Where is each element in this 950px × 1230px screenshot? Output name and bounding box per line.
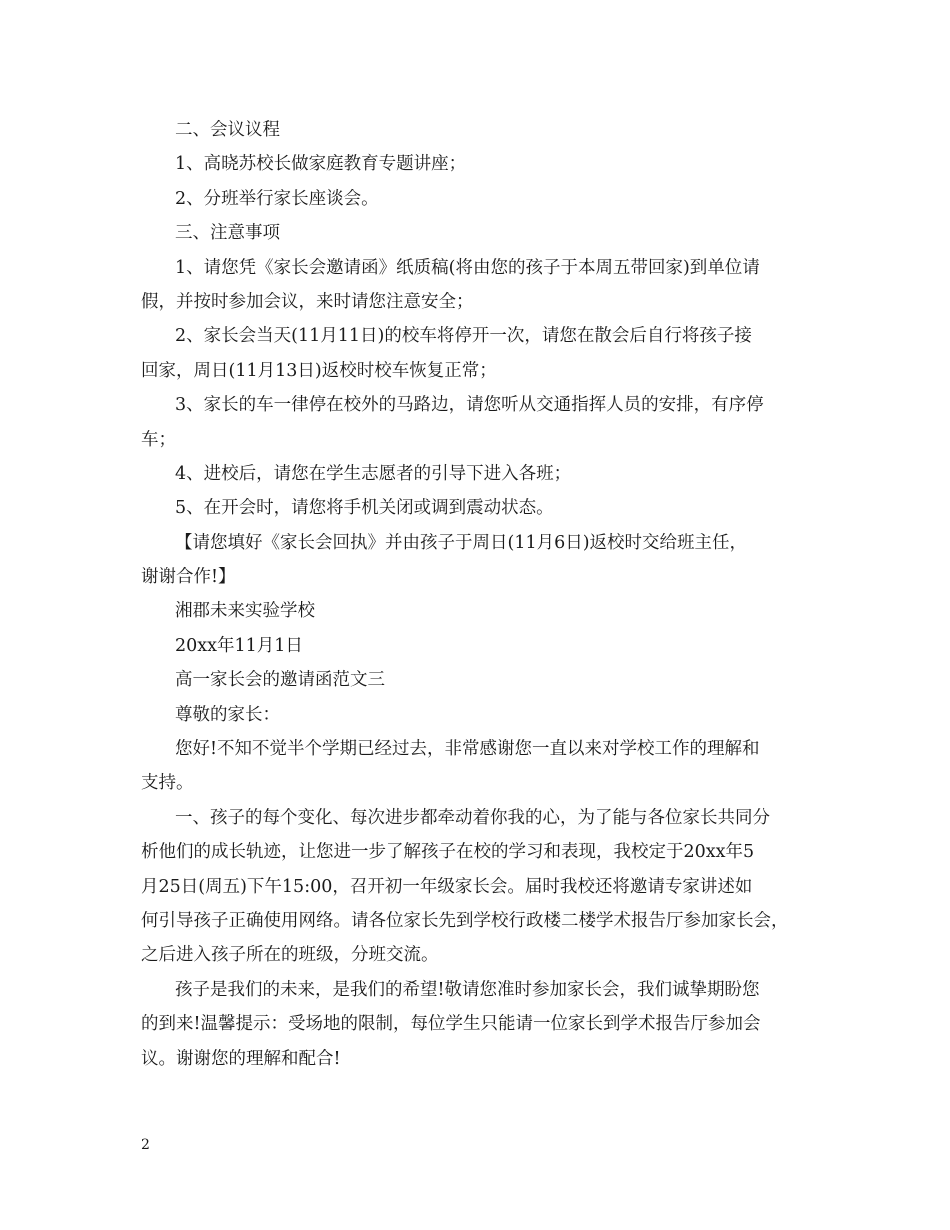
letter-date: 20xx年11月1日 xyxy=(175,635,303,656)
note-2-line-1: 2、家长会当天(11月11日)的校车将停开一次，请您在散会后自行将孩子接 xyxy=(175,326,752,347)
paragraph-1-line-1: 一、孩子的每个变化、每次进步都牵动着你我的心，为了能与各位家长共同分 xyxy=(175,807,770,828)
section-heading-notes: 三、注意事项 xyxy=(175,223,280,244)
paragraph-2-line-1: 孩子是我们的未来，是我们的希望!敬请您准时参加家长会，我们诚挚期盼您 xyxy=(175,979,760,1000)
paragraph-1-line-4: 何引导孩子正确使用网络。请各位家长先到学校行政楼二楼学术报告厅参加家长会， xyxy=(141,910,789,931)
school-name: 湘郡未来实验学校 xyxy=(175,601,315,622)
greeting-line-1: 您好!不知不觉半个学期已经过去，非常感谢您一直以来对学校工作的理解和 xyxy=(175,739,760,760)
note-4: 4、进校后，请您在学生志愿者的引导下进入各班； xyxy=(175,463,572,484)
paragraph-2-line-3: 议。谢谢您的理解和配合! xyxy=(141,1048,341,1069)
agenda-item-2: 2、分班举行家长座谈会。 xyxy=(175,188,379,209)
sample-title: 高一家长会的邀请函范文三 xyxy=(175,670,385,691)
reply-request-line-2: 谢谢合作!】 xyxy=(141,567,236,588)
note-1-line-1: 1、请您凭《家长会邀请函》纸质稿(将由您的孩子于本周五带回家)到单位请 xyxy=(175,257,760,278)
note-3-line-1: 3、家长的车一律停在校外的马路边，请您听从交通指挥人员的安排，有序停 xyxy=(175,395,764,416)
note-3-line-2: 车； xyxy=(141,429,176,450)
note-2-line-2: 回家，周日(11月13日)返校时校车恢复正常； xyxy=(141,360,497,381)
agenda-item-1: 1、高晓苏校长做家庭教育专题讲座； xyxy=(175,154,467,175)
note-1-line-2: 假，并按时参加会议，来时请您注意安全； xyxy=(141,291,474,312)
paragraph-1-line-5: 之后进入孩子所在的班级，分班交流。 xyxy=(141,945,439,966)
note-5: 5、在开会时，请您将手机关闭或调到震动状态。 xyxy=(175,498,554,519)
reply-request-line-1: 【请您填好《家长会回执》并由孩子于周日(11月6日)返校时交给班主任， xyxy=(175,532,748,553)
paragraph-1-line-3: 月25日(周五)下午15:00，召开初一年级家长会。届时我校还将邀请专家讲述如 xyxy=(141,876,753,897)
paragraph-1-line-2: 析他们的成长轨迹，让您进一步了解孩子在校的学习和表现，我校定于20xx年5 xyxy=(141,842,755,863)
paragraph-2-line-2: 的到来!温馨提示：受场地的限制，每位学生只能请一位家长到学术报告厅参加会 xyxy=(141,1014,761,1035)
section-heading-agenda: 二、会议议程 xyxy=(175,120,280,140)
salutation: 尊敬的家长： xyxy=(175,704,280,725)
page-number: 2 xyxy=(141,1137,150,1153)
document-body xyxy=(141,113,809,1076)
greeting-line-2: 支持。 xyxy=(141,773,194,794)
